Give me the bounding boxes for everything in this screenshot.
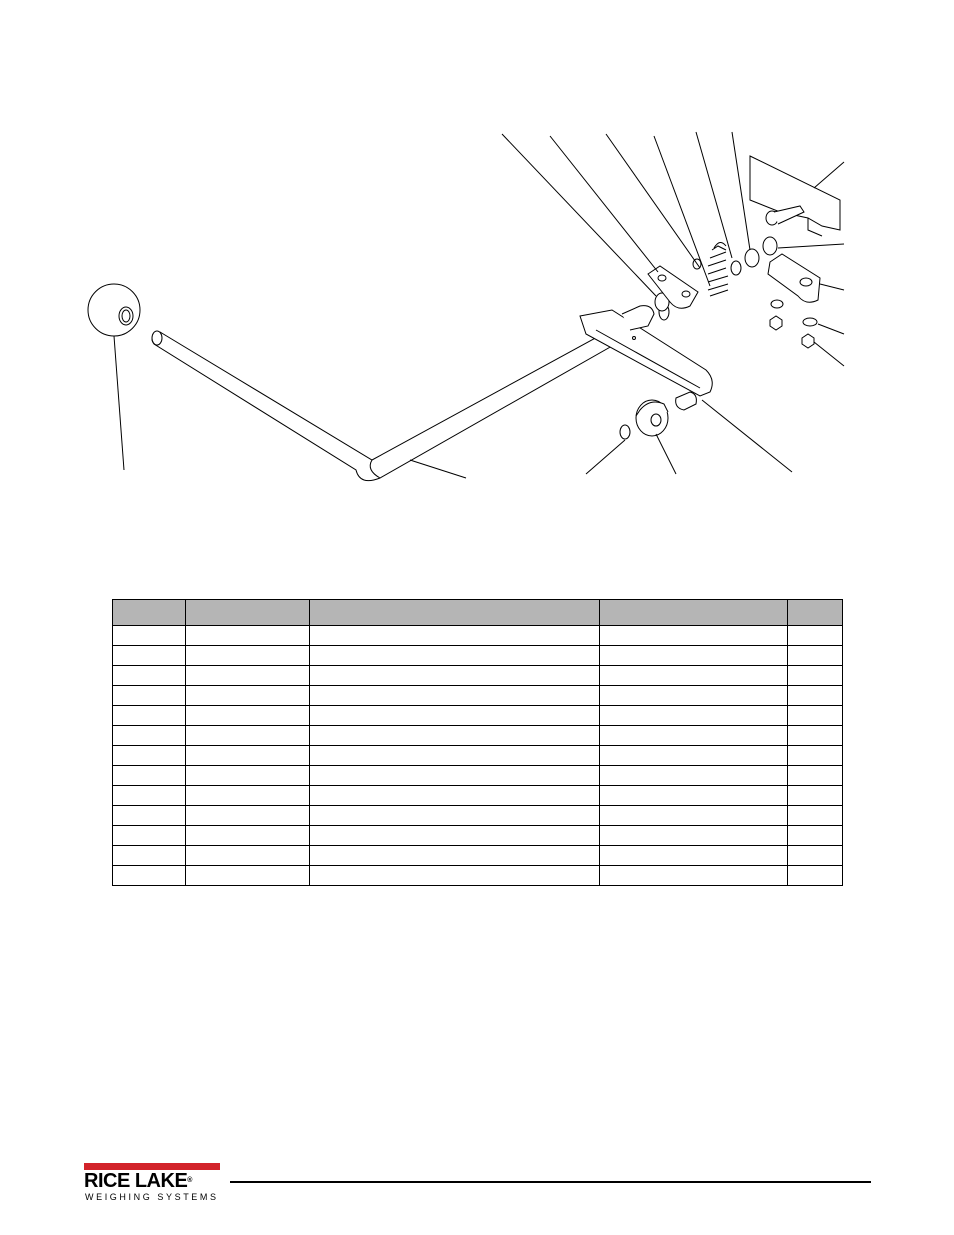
table-row xyxy=(113,846,843,866)
table-cell xyxy=(600,686,788,706)
table-cell xyxy=(186,866,310,886)
table-row xyxy=(113,806,843,826)
table-cell xyxy=(186,726,310,746)
table-cell xyxy=(788,866,843,886)
table-body xyxy=(113,626,843,886)
table-cell xyxy=(310,786,600,806)
table-cell xyxy=(600,766,788,786)
table-cell xyxy=(600,826,788,846)
table-cell xyxy=(186,666,310,686)
table-row xyxy=(113,706,843,726)
table-row xyxy=(113,646,843,666)
washer xyxy=(803,318,817,326)
table-cell xyxy=(600,866,788,886)
table-cell xyxy=(600,846,788,866)
table-cell xyxy=(600,786,788,806)
nut xyxy=(802,334,814,348)
table-row xyxy=(113,726,843,746)
table-cell xyxy=(600,646,788,666)
table-cell xyxy=(310,766,600,786)
header-cell xyxy=(788,600,843,626)
table-cell xyxy=(310,726,600,746)
ball-knob xyxy=(88,284,140,336)
table-cell xyxy=(113,666,186,686)
table-row xyxy=(113,866,843,886)
table-cell xyxy=(113,726,186,746)
table-cell xyxy=(310,806,600,826)
table-cell xyxy=(113,806,186,826)
table-cell xyxy=(186,846,310,866)
table-cell xyxy=(788,626,843,646)
table-cell xyxy=(788,646,843,666)
table-cell xyxy=(310,846,600,866)
table-cell xyxy=(113,746,186,766)
table-cell xyxy=(600,726,788,746)
table-cell xyxy=(186,806,310,826)
table-cell xyxy=(600,706,788,726)
table-cell xyxy=(788,846,843,866)
table-cell xyxy=(310,666,600,686)
spring xyxy=(708,242,728,296)
table-row xyxy=(113,686,843,706)
table-row xyxy=(113,626,843,646)
table-cell xyxy=(310,866,600,886)
table-header-row xyxy=(113,600,843,626)
logo-subtitle: WEIGHING SYSTEMS xyxy=(85,1192,219,1202)
table-cell xyxy=(113,626,186,646)
table-row xyxy=(113,666,843,686)
table-cell xyxy=(186,706,310,726)
parts-table xyxy=(112,599,843,886)
rice-lake-logo xyxy=(84,1163,222,1203)
header-cell xyxy=(186,600,310,626)
table-cell xyxy=(186,826,310,846)
table-cell xyxy=(788,806,843,826)
table-cell xyxy=(788,706,843,726)
table-cell xyxy=(600,746,788,766)
handle-rod xyxy=(152,330,612,481)
plate-right xyxy=(768,254,820,302)
table-row xyxy=(113,786,843,806)
table-cell xyxy=(113,826,186,846)
mounting-bracket xyxy=(750,156,840,236)
pivot-arm xyxy=(580,304,712,410)
logo-main-text: RICE LAKE xyxy=(84,1170,188,1192)
table-cell xyxy=(310,826,600,846)
table-cell xyxy=(788,766,843,786)
table-cell xyxy=(113,766,186,786)
logo-trademark: ® xyxy=(187,1177,192,1184)
table-cell xyxy=(113,786,186,806)
table-cell xyxy=(113,686,186,706)
leader-lines xyxy=(114,132,844,478)
table-cell xyxy=(186,686,310,706)
washer xyxy=(771,300,783,308)
table-cell xyxy=(186,646,310,666)
table-cell xyxy=(113,646,186,666)
table-cell xyxy=(113,846,186,866)
e-clip xyxy=(620,425,630,439)
logo-wordmark xyxy=(84,1170,192,1192)
header-cell xyxy=(310,600,600,626)
table-cell xyxy=(310,706,600,726)
table-row xyxy=(113,826,843,846)
header-cell xyxy=(113,600,186,626)
table-cell xyxy=(186,766,310,786)
table-cell xyxy=(600,806,788,826)
roller xyxy=(636,400,668,436)
table-cell xyxy=(788,666,843,686)
snap-ring xyxy=(731,261,741,275)
exploded-parts-diagram xyxy=(0,0,954,560)
table-row xyxy=(113,766,843,786)
header-cell xyxy=(600,600,788,626)
table-cell xyxy=(310,746,600,766)
table-cell xyxy=(310,626,600,646)
footer-rule xyxy=(230,1181,871,1183)
table-cell xyxy=(310,646,600,666)
table-cell xyxy=(600,626,788,646)
table-cell xyxy=(788,746,843,766)
table-cell xyxy=(186,786,310,806)
table-cell xyxy=(788,786,843,806)
table-cell xyxy=(186,626,310,646)
nut xyxy=(770,316,782,330)
table-cell xyxy=(186,746,310,766)
table-cell xyxy=(788,686,843,706)
table-cell xyxy=(788,826,843,846)
logo-red-bar xyxy=(84,1163,220,1170)
table-cell xyxy=(113,706,186,726)
table-cell xyxy=(788,726,843,746)
table-cell xyxy=(600,666,788,686)
table-cell xyxy=(310,686,600,706)
table-cell xyxy=(113,866,186,886)
table-row xyxy=(113,746,843,766)
